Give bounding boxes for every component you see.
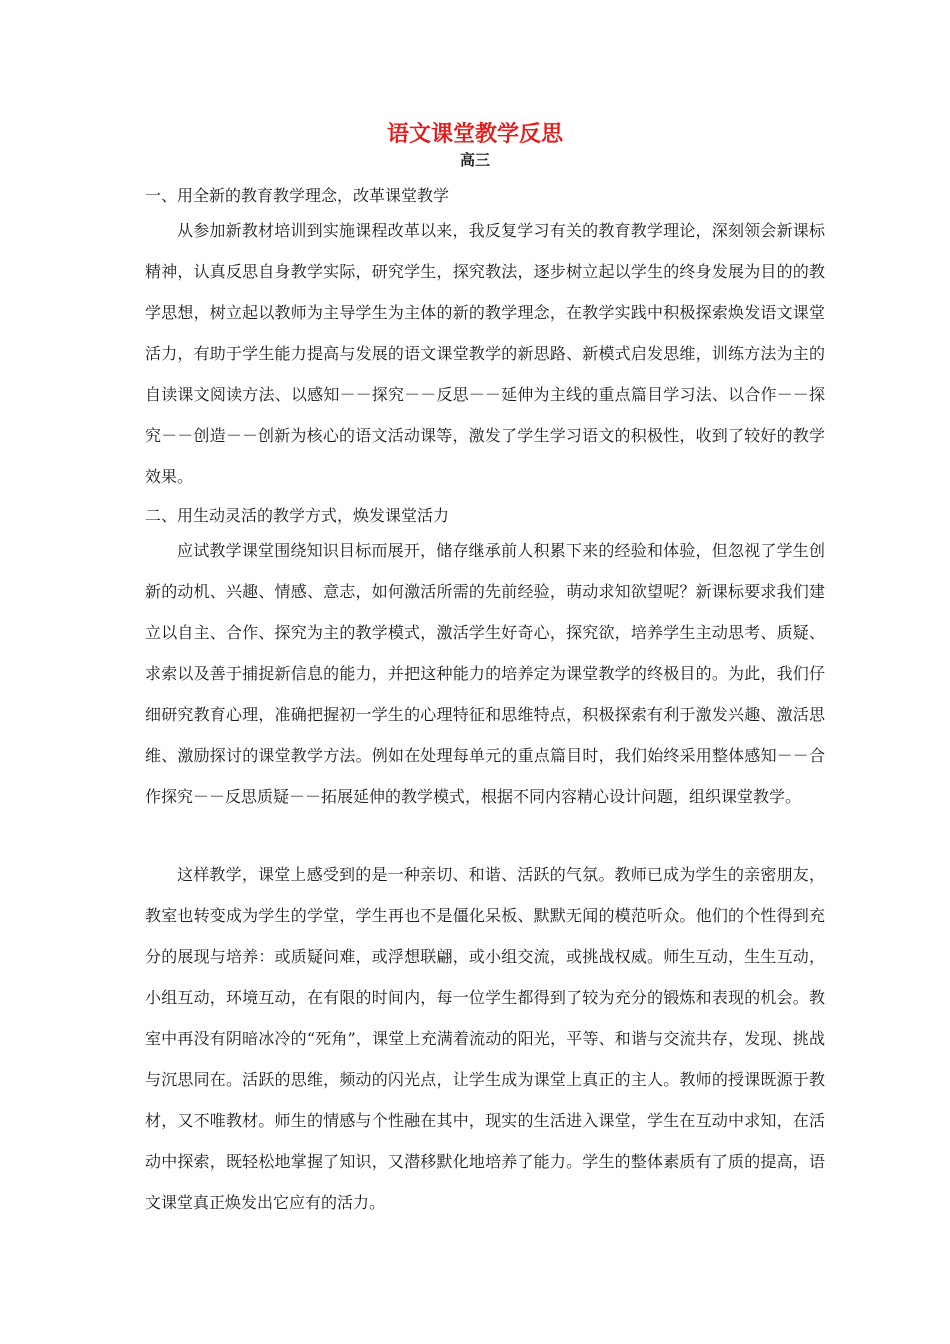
section-heading-2: 二、用生动灵活的教学方式，焕发课堂活力 [145,506,450,525]
paragraph: 这样教学，课堂上感受到的是一种亲切、和谐、活跃的气氛。教师已成为学生的亲密朋友，教室也转变成为学生的学堂，学生再也不是僵化呆板、默默无闻的模范听众。他们的个性得到充分的展现与培养：或质疑问难，或浮想联翩，或小组交流，或挑战权威。师生互动，生生互动，小组互动，环境互动，在有限的时间内，每一位学生都得到了较为充分的锻炼和表现的机会。教室中再没有阴暗冰冷的“死角”，课堂上充满着流动的阳光，平等、和谐与交流共存，发现、挑战与沉思同在。活跃的思维，频动的闪光点，让学生成为课堂上真正的主人。教师的授课既源于教材，又不唯教材。师生的情感与个性融在其中，现实的生活进入课堂，学生在互动中求知，在活动中探索，既轻松地掌握了知识，又潜移默化地培养了能力。学生的整体素质有了质的提高，语文课堂真正焕发出它应有的活力。 [145,865,825,1212]
document-subtitle: 高三 [459,151,490,169]
paragraph: 应试教学课堂围绕知识目标而展开，储存继承前人积累下来的经验和体验，但忽视了学生创新的动机、兴趣、情感、意志，如何激活所需的先前经验，萌动求知欲望呢？新课标要求我们建立以自主、合作、探究为主的教学模式，激活学生好奇心，探究欲，培养学生主动思考、质疑、求索以及善于捕捉新信息的能力，并把这种能力的培养定为课堂教学的终极目的。为此，我们仔细研究教育心理，准确把握初一学生的心理特征和思维特点，积极探索有利于激发兴趣、激活思维、激励探讨的课堂教学方法。例如在处理每单元的重点篇目时，我们始终采用整体感知－－合作探究－－反思质疑－－拓展延伸的教学模式，根据不同内容精心设计问题，组织课堂教学。 [145,541,825,806]
document-title: 语文课堂教学反思 [386,122,563,147]
paragraph: 从参加新教材培训到实施课程改革以来，我反复学习有关的教育教学理论，深刻领会新课标精神，认真反思自身教学实际，研究学生，探究教法，逐步树立起以学生的终身发展为目的的教学思想，树立起以教师为主导学生为主体的新的教学理念，在教学实践中积极探索焕发语文课堂活力，有助于学生能力提高与发展的语文课堂教学的新思路、新模式启发思维，训练方法为主的自读课文阅读方法、以感知－－探究－－反思－－延伸为主线的重点篇目学习法、以合作－－探究－－创造－－创新为核心的语文活动课等，激发了学生学习语文的积极性，收到了较好的教学效果。 [145,221,825,486]
section-heading-1: 一、用全新的教育教学理念，改革课堂教学 [145,186,450,205]
